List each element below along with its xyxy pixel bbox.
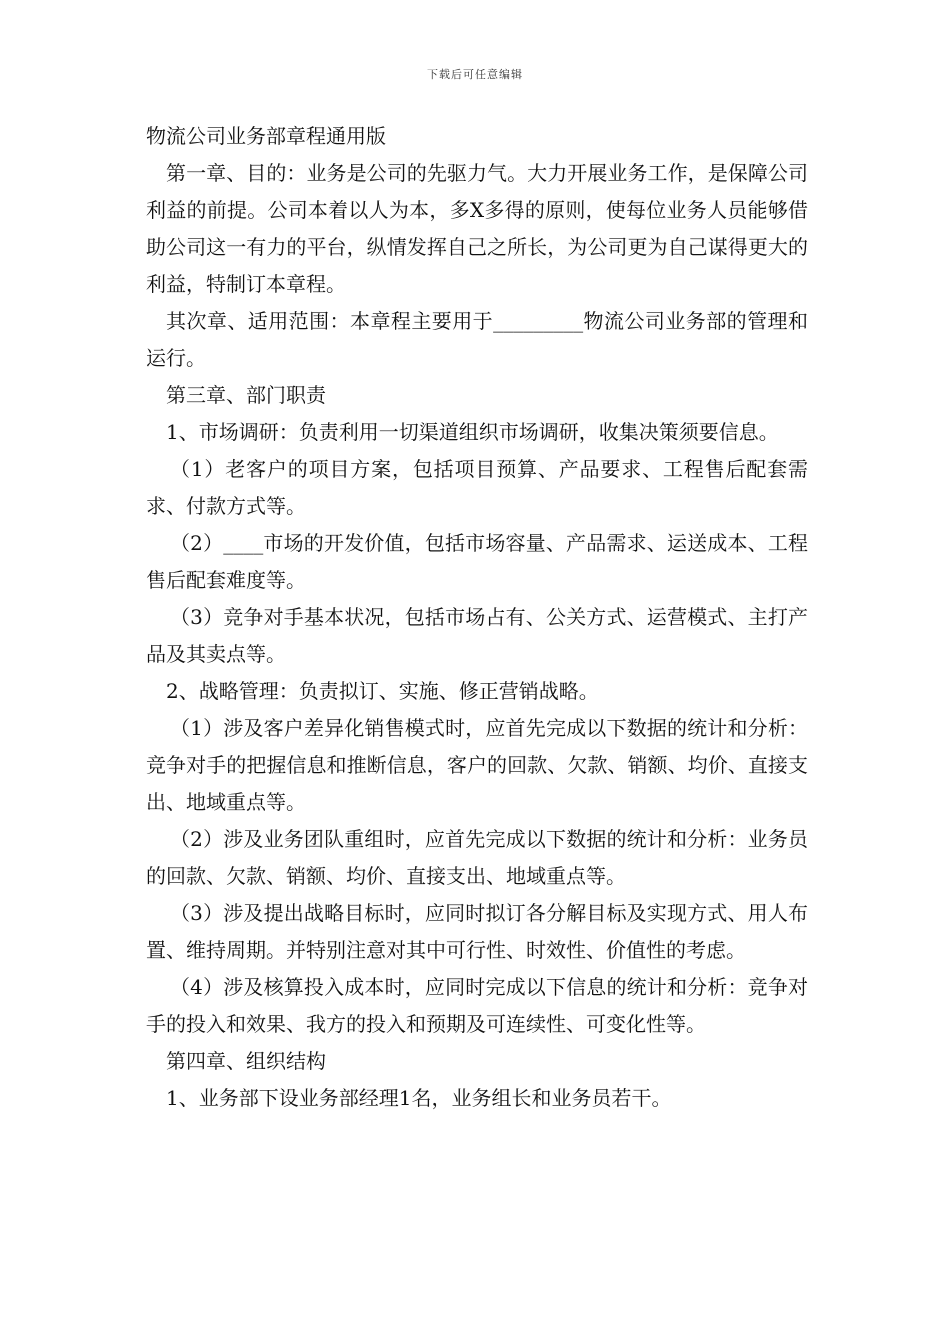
paragraph-item-2-3: （3）涉及提出战略目标时，应同时拟订各分解目标及实现方式、用人布置、维持周期。并特别注意对其中可行性、时效性、价值性的考虑。 <box>146 901 808 962</box>
paragraph-item-1-1: （1）老客户的项目方案，包括项目预算、产品要求、工程售后配套需求、付款方式等。 <box>146 457 808 518</box>
paragraph-chapter-1: 第一章、目的：业务是公司的先驱力气。大力开展业务工作，是保障公司利益的前提。公司本着以人为本，多X多得的原则，使每位业务人员能够借助公司这一有力的平台，纵情发挥自己之所长，为公司更为自己谋得更大的利益，特制订本章程。 <box>146 161 808 296</box>
paragraph-organization-1: 1、业务部下设业务部经理1名，业务组长和业务员若干。 <box>166 1086 672 1110</box>
paragraph-chapter-4-heading: 第四章、组织结构 <box>166 1049 326 1073</box>
paragraph-chapter-3-heading: 第三章、部门职责 <box>166 383 326 407</box>
paragraph-item-2-1: （1）涉及客户差异化销售模式时，应首先完成以下数据的统计和分析：竞争对手的把握信息和推断信息，客户的回款、欠款、销额、均价、直接支出、地域重点等。 <box>146 716 808 814</box>
paragraph-strategy-management: 2、战略管理：负责拟订、实施、修正营销战略。 <box>166 679 599 703</box>
document-body <box>146 118 808 1117</box>
paragraph-chapter-2: 其次章、适用范围：本章程主要用于_________物流公司业务部的管理和运行。 <box>146 309 808 370</box>
paragraph-item-2-4: （4）涉及核算投入成本时，应同时完成以下信息的统计和分析：竞争对手的投入和效果、我方的投入和预期及可连续性、可变化性等。 <box>146 975 808 1036</box>
paragraph-item-1-2: （2）____市场的开发价值，包括市场容量、产品需求、运送成本、工程售后配套难度等。 <box>146 531 808 592</box>
document-title: 物流公司业务部章程通用版 <box>146 124 386 148</box>
header-note: 下载后可任意编辑 <box>427 68 523 81</box>
paragraph-market-research: 1、市场调研：负责利用一切渠道组织市场调研，收集决策须要信息。 <box>166 420 779 444</box>
paragraph-item-2-2: （2）涉及业务团队重组时，应首先完成以下数据的统计和分析：业务员的回款、欠款、销额、均价、直接支出、地域重点等。 <box>146 827 808 888</box>
paragraph-item-1-3: （3）竞争对手基本状况，包括市场占有、公关方式、运营模式、主打产品及其卖点等。 <box>146 605 808 666</box>
